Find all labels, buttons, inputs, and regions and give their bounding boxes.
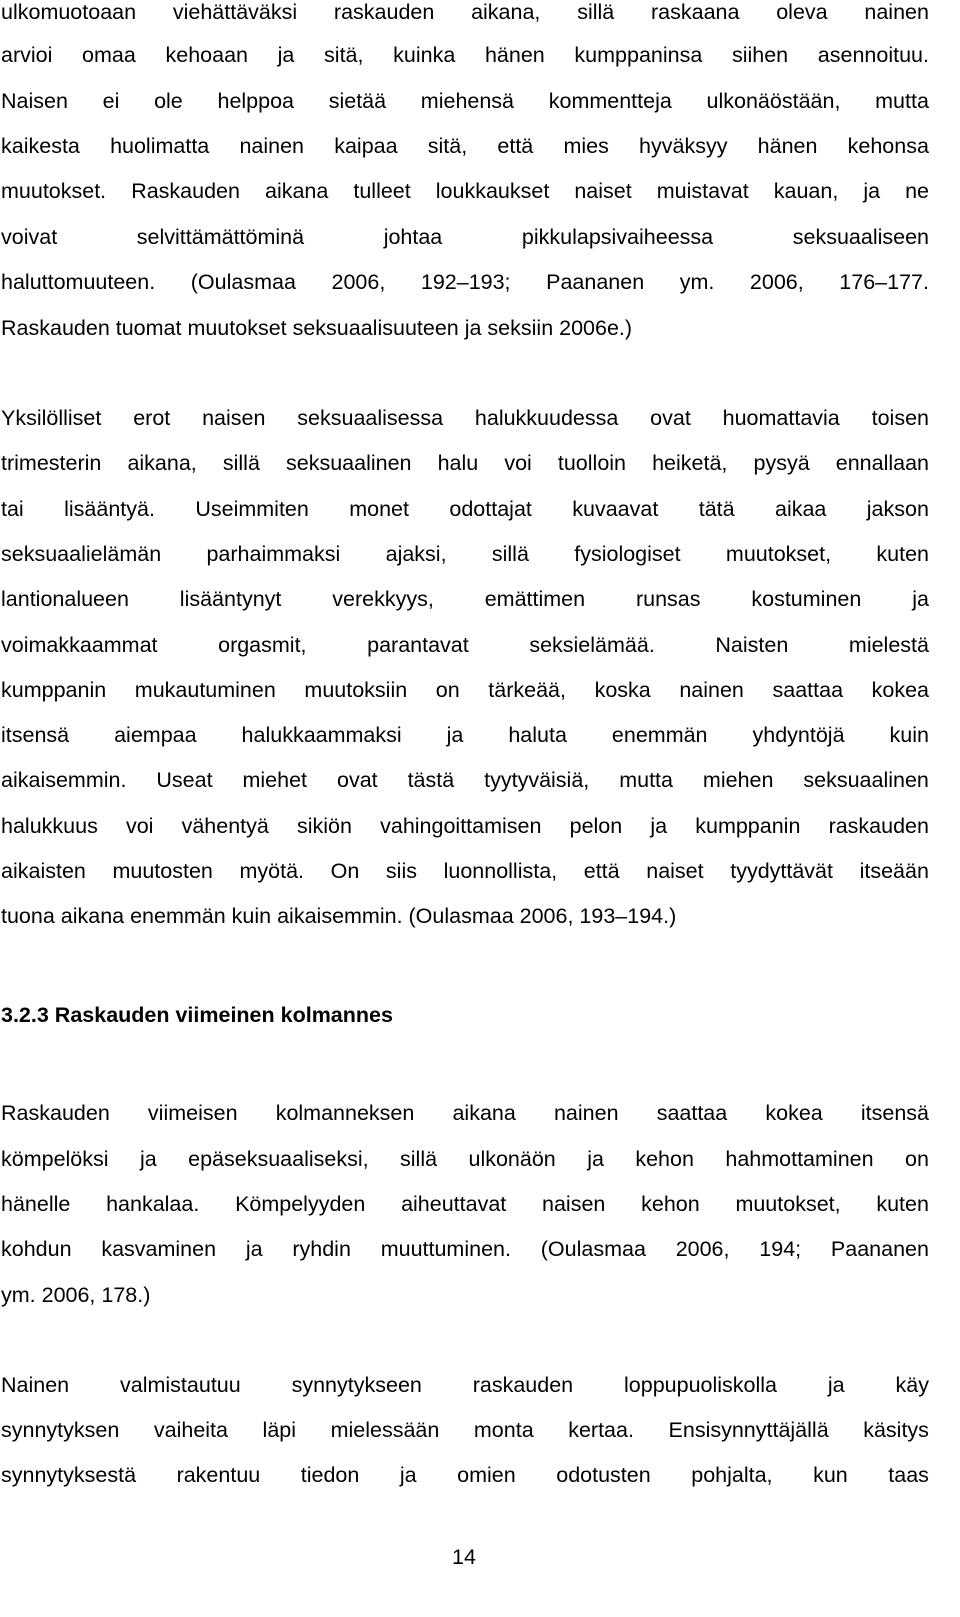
text-line: synnytyksestä rakentuu tiedon ja omien odotusten pohjalta, kun taas: [1, 1463, 929, 1487]
text-line: halukkuus voi vähentyä sikiön vahingoittamisen pelon ja kumppanin raskauden: [1, 814, 929, 838]
text-line: Nainen valmistautuu synnytykseen raskauden loppupuoliskolla ja käy: [1, 1373, 929, 1397]
text-line: kumppanin mukautuminen muutoksiin on tärkeää, koska nainen saattaa kokea: [1, 678, 929, 702]
text-line: voimakkaammat orgasmit, parantavat seksielämää. Naisten mielestä: [1, 633, 929, 657]
text-line: seksuaalielämän parhaimmaksi ajaksi, sillä fysiologiset muutokset, kuten: [1, 542, 929, 566]
text-line: voivat selvittämättöminä johtaa pikkulapsivaiheessa seksuaaliseen: [1, 225, 929, 249]
text-line: Naisen ei ole helppoa sietää miehensä kommentteja ulkonäöstään, mutta: [1, 89, 929, 113]
text-line: aikaisemmin. Useat miehet ovat tästä tyytyväisiä, mutta miehen seksuaalinen: [1, 768, 929, 792]
text-line: trimesterin aikana, sillä seksuaalinen halu voi tuolloin heiketä, pysyä ennallaan: [1, 451, 929, 475]
text-line: hänelle hankalaa. Kömpelyyden aiheuttavat naisen kehon muutokset, kuten: [1, 1192, 929, 1216]
text-line: tai lisääntyä. Useimmiten monet odottajat kuvaavat tätä aikaa jakson: [1, 497, 929, 521]
text-line: Raskauden tuomat muutokset seksuaalisuuteen ja seksiin 2006e.): [1, 316, 633, 340]
text-line: lantionalueen lisääntynyt verekkyys, emättimen runsas kostuminen ja: [1, 587, 929, 611]
text-line: kaikesta huolimatta nainen kaipaa sitä, että mies hyväksyy hänen kehonsa: [1, 134, 929, 158]
text-line: arvioi omaa kehoaan ja sitä, kuinka hänen kumppaninsa siihen asennoituu.: [1, 43, 929, 67]
text-line: muutokset. Raskauden aikana tulleet loukkaukset naiset muistavat kauan, ja ne: [1, 179, 929, 203]
text-line: Raskauden viimeisen kolmanneksen aikana nainen saattaa kokea itsensä: [1, 1101, 929, 1125]
text-line: ulkomuotoaan viehättäväksi raskauden aikana, sillä raskaana oleva nainen: [1, 0, 929, 24]
text-line: tuona aikana enemmän kuin aikaisemmin. (Oulasmaa 2006, 193–194.): [1, 904, 677, 928]
text-line: kömpelöksi ja epäseksuaaliseksi, sillä ulkonäön ja kehon hahmottaminen on: [1, 1147, 929, 1171]
text-line: ym. 2006, 178.): [1, 1283, 151, 1307]
page-number: 14: [452, 1545, 476, 1569]
text-line: itsensä aiempaa halukkaammaksi ja haluta enemmän yhdyntöjä kuin: [1, 723, 929, 747]
section-heading: 3.2.3 Raskauden viimeinen kolmannes: [1, 1003, 393, 1027]
text-line: haluttomuuteen. (Oulasmaa 2006, 192–193; Paananen ym. 2006, 176–177.: [1, 270, 929, 294]
text-line: synnytyksen vaiheita läpi mielessään monta kertaa. Ensisynnyttäjällä käsitys: [1, 1418, 929, 1442]
text-line: kohdun kasvaminen ja ryhdin muuttuminen. (Oulasmaa 2006, 194; Paananen: [1, 1237, 929, 1261]
text-line: aikaisten muutosten myötä. On siis luonnollista, että naiset tyydyttävät itseään: [1, 859, 929, 883]
text-line: Yksilölliset erot naisen seksuaalisessa halukkuudessa ovat huomattavia toisen: [1, 406, 929, 430]
